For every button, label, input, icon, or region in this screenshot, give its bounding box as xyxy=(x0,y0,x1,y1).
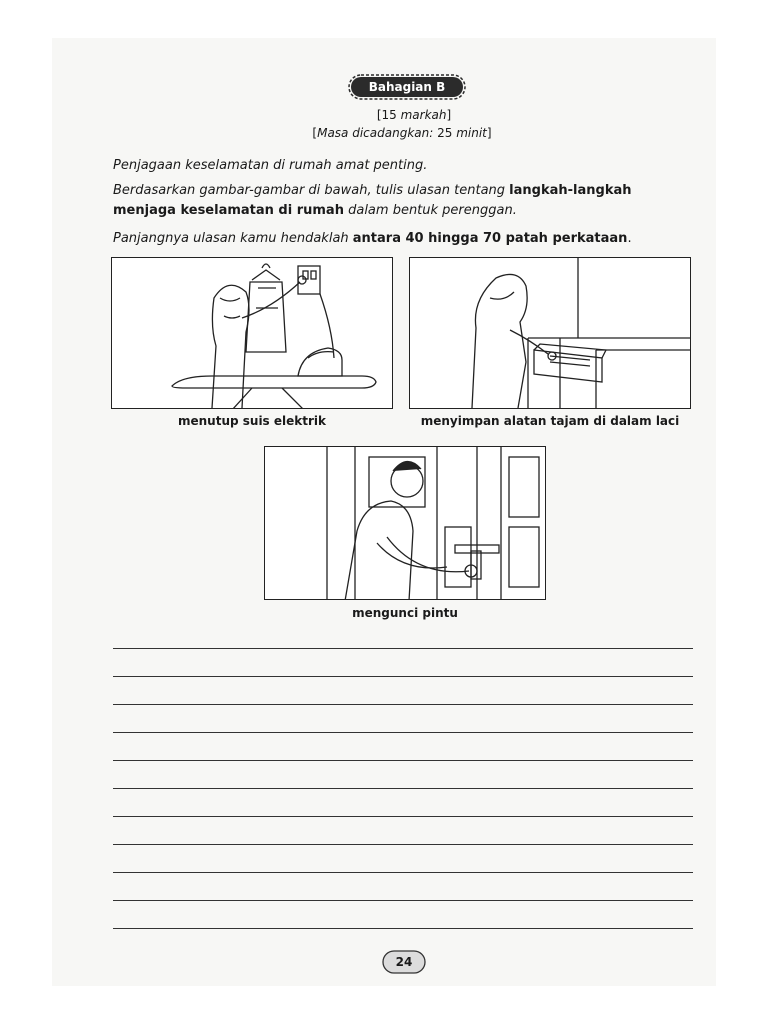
instruction-line-1: Penjagaan keselamatan di rumah amat penting. xyxy=(113,158,428,173)
instruction-line-2: Berdasarkan gambar-gambar di bawah, tulis ulasan tentang langkah-langkah menjaga keselamatan di rumah dalam bentuk perenggan. xyxy=(113,183,632,218)
answer-line[interactable] xyxy=(113,704,693,705)
answer-line[interactable] xyxy=(113,676,693,677)
caption-lock-door: mengunci pintu xyxy=(352,606,458,620)
answer-line[interactable] xyxy=(113,648,693,649)
section-badge xyxy=(348,74,466,100)
answer-line[interactable] xyxy=(113,928,693,929)
time-note: [Masa dicadangkan: 25 minit] xyxy=(312,126,492,140)
answer-line[interactable] xyxy=(113,732,693,733)
answer-line[interactable] xyxy=(113,844,693,845)
section-badge-label: Bahagian B xyxy=(368,80,446,94)
caption-drawer: menyimpan alatan tajam di dalam laci xyxy=(420,414,680,428)
woman-drawer-illustration xyxy=(410,258,691,409)
ironing-woman-switch-illustration xyxy=(112,258,393,409)
page-number: 24 xyxy=(395,955,413,969)
marks-note: [15 markah] xyxy=(376,108,452,122)
page-number-badge xyxy=(382,950,426,974)
answer-line[interactable] xyxy=(113,760,693,761)
answer-line[interactable] xyxy=(113,788,693,789)
instruction-line-3: Panjangnya ulasan kamu hendaklah antara 40 hingga 70 patah perkataan. xyxy=(113,231,632,246)
boy-locking-door-illustration xyxy=(265,447,546,600)
picture-drawer xyxy=(409,257,691,409)
answer-line[interactable] xyxy=(113,900,693,901)
picture-switch-off xyxy=(111,257,393,409)
picture-lock-door xyxy=(264,446,546,600)
caption-switch-off: menutup suis elektrik xyxy=(177,414,326,428)
answer-line[interactable] xyxy=(113,816,693,817)
answer-line[interactable] xyxy=(113,872,693,873)
